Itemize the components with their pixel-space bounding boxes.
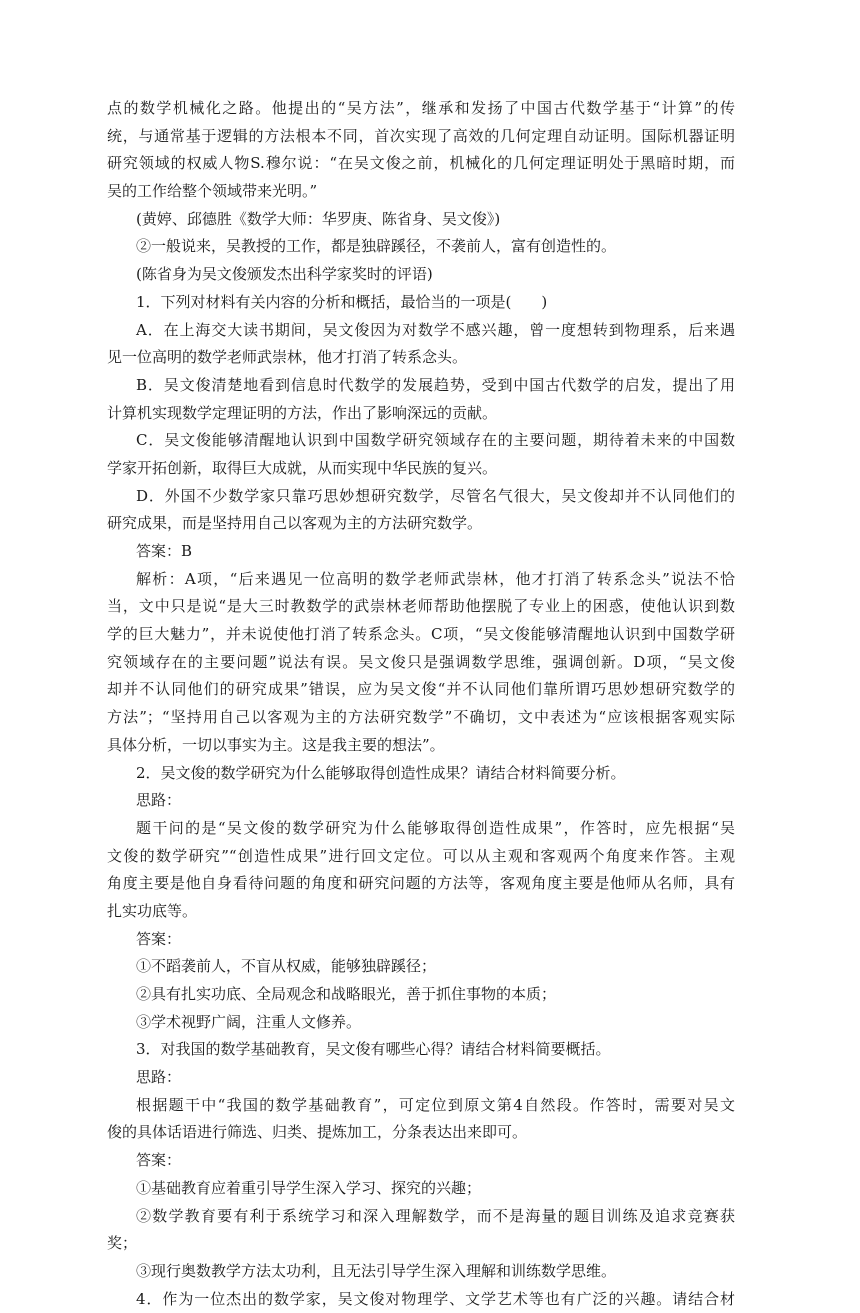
text-line: 计算机实现数学定理证明的方法，作出了影响深远的贡献。 bbox=[107, 403, 498, 422]
text-line: A．在上海交大读书期间，吴文俊因为对数学不感兴趣，曾一度想转到物理系，后来遇 bbox=[136, 320, 735, 339]
text-line: 2．吴文俊的数学研究为什么能够取得创造性成果？请结合材料简要分析。 bbox=[136, 763, 626, 782]
text-line: 吴的工作给整个领域带来光明。” bbox=[107, 182, 318, 201]
text-line: 点的数学机械化之路。他提出的“吴方法”，继承和发扬了中国古代数学基于“计算”的传 bbox=[107, 99, 735, 117]
text-line: ①不蹈袭前人，不盲从权威，能够独辟蹊径； bbox=[136, 957, 437, 976]
text-line: ②数学教育要有利于系统学习和深入理解数学，而不是海量的题目训练及追求竞赛获 bbox=[136, 1206, 735, 1225]
text-line: 根据题干中“我国的数学基础教育”，可定位到原文第4自然段。作答时，需要对吴文 bbox=[136, 1095, 735, 1114]
text-line: (陈省身为吴文俊颁发杰出科学家奖时的评语) bbox=[136, 265, 433, 284]
text-line: 答案： bbox=[136, 929, 182, 948]
text-line: 当，文中只是说“是大三时教数学的武崇林老师帮助他摆脱了专业上的困惑，使他认识到数 bbox=[107, 597, 735, 616]
text-line: 俊的具体话语进行筛选、归类、提炼加工，分条表达出来即可。 bbox=[107, 1123, 528, 1142]
text-line: B．吴文俊清楚地看到信息时代数学的发展趋势，受到中国古代数学的启发，提出了用 bbox=[136, 375, 735, 394]
text-line: (黄婷、邱德胜《数学大师：华罗庚、陈省身、吴文俊》) bbox=[136, 209, 501, 228]
text-line: 1．下列对材料有关内容的分析和概括，最恰当的一项是( ) bbox=[136, 292, 548, 311]
text-line: 究领域存在的主要问题”说法有误。吴文俊只是强调数学思维，强调创新。D项，“吴文俊 bbox=[107, 652, 735, 671]
text-line: ③学术视野广阔，注重人文修养。 bbox=[136, 1012, 362, 1031]
text-line: 具体分析，一切以事实为主。这是我主要的想法”。 bbox=[107, 735, 445, 754]
text-line: 解析：A项，“后来遇见一位高明的数学老师武崇林，他才打消了转系念头”说法不恰 bbox=[136, 569, 735, 588]
text-line: 方法”；“坚持用自己以客观为主的方法研究数学”不确切，文中表述为“应该根据客观实际 bbox=[107, 708, 735, 727]
text-line: 学家开拓创新，取得巨大成就，从而实现中华民族的复兴。 bbox=[107, 458, 498, 477]
text-line: 3．对我国的数学基础教育，吴文俊有哪些心得？请结合材料简要概括。 bbox=[136, 1040, 611, 1059]
text-line: 扎实功底等。 bbox=[107, 901, 198, 920]
text-line: ③现行奥数教学方法太功利，且无法引导学生深入理解和训练数学思维。 bbox=[136, 1261, 617, 1280]
text-line: 研究成果，而是坚持用自己以客观为主的方法研究数学。 bbox=[107, 514, 483, 533]
text-line: 研究领域的权威人物S.穆尔说：“在吴文俊之前，机械化的几何定理证明处于黑暗时期，而 bbox=[107, 154, 735, 173]
text-line: D．外国不少数学家只靠巧思妙想研究数学，尽管名气很大，吴文俊却并不认同他们的 bbox=[136, 486, 735, 505]
text-line: 奖； bbox=[107, 1234, 138, 1253]
text-line: 思路： bbox=[136, 791, 182, 810]
text-line: 学的巨大魅力”，并未说使他打消了转系念头。C项，“吴文俊能够清醒地认识到中国数学研 bbox=[107, 625, 735, 644]
text-line: 却并不认同他们的研究成果”错误，应为吴文俊“并不认同他们靠所谓巧思妙想研究数学的 bbox=[107, 680, 735, 699]
text-line: 文俊的数学研究”“创造性成果”进行回文定位。可以从主观和客观两个角度来作答。主观 bbox=[107, 846, 735, 865]
text-line: ②具有扎实功底、全局观念和战略眼光，善于抓住事物的本质； bbox=[136, 985, 557, 1003]
text-line: 思路： bbox=[136, 1068, 182, 1087]
text-line: 题干问的是“吴文俊的数学研究为什么能够取得创造性成果”，作答时，应先根据“吴 bbox=[136, 818, 735, 837]
text-line: 4．作为一位杰出的数学家，吴文俊对物理学、文学艺术等也有广泛的兴趣。请结合材 bbox=[136, 1289, 735, 1308]
text-line: ②一般说来，吴教授的工作，都是独辟蹊径，不袭前人，富有创造性的。 bbox=[136, 237, 617, 256]
text-line: 见一位高明的数学老师武崇林，他才打消了转系念头。 bbox=[107, 348, 468, 367]
text-line: 答案： bbox=[136, 1151, 182, 1170]
text-line: C．吴文俊能够清醒地认识到中国数学研究领域存在的主要问题，期待着未来的中国数 bbox=[136, 431, 735, 450]
text-line: 答案：B bbox=[136, 542, 193, 560]
text-line: ①基础教育应着重引导学生深入学习、探究的兴趣； bbox=[136, 1178, 482, 1197]
document-body bbox=[107, 95, 735, 1313]
text-line: 统，与通常基于逻辑的方法根本不同，首次实现了高效的几何定理自动证明。国际机器证明 bbox=[107, 126, 735, 145]
text-line: 角度主要是他自身看待问题的角度和研究问题的方法等，客观角度主要是他师从名师，具有 bbox=[107, 874, 735, 893]
